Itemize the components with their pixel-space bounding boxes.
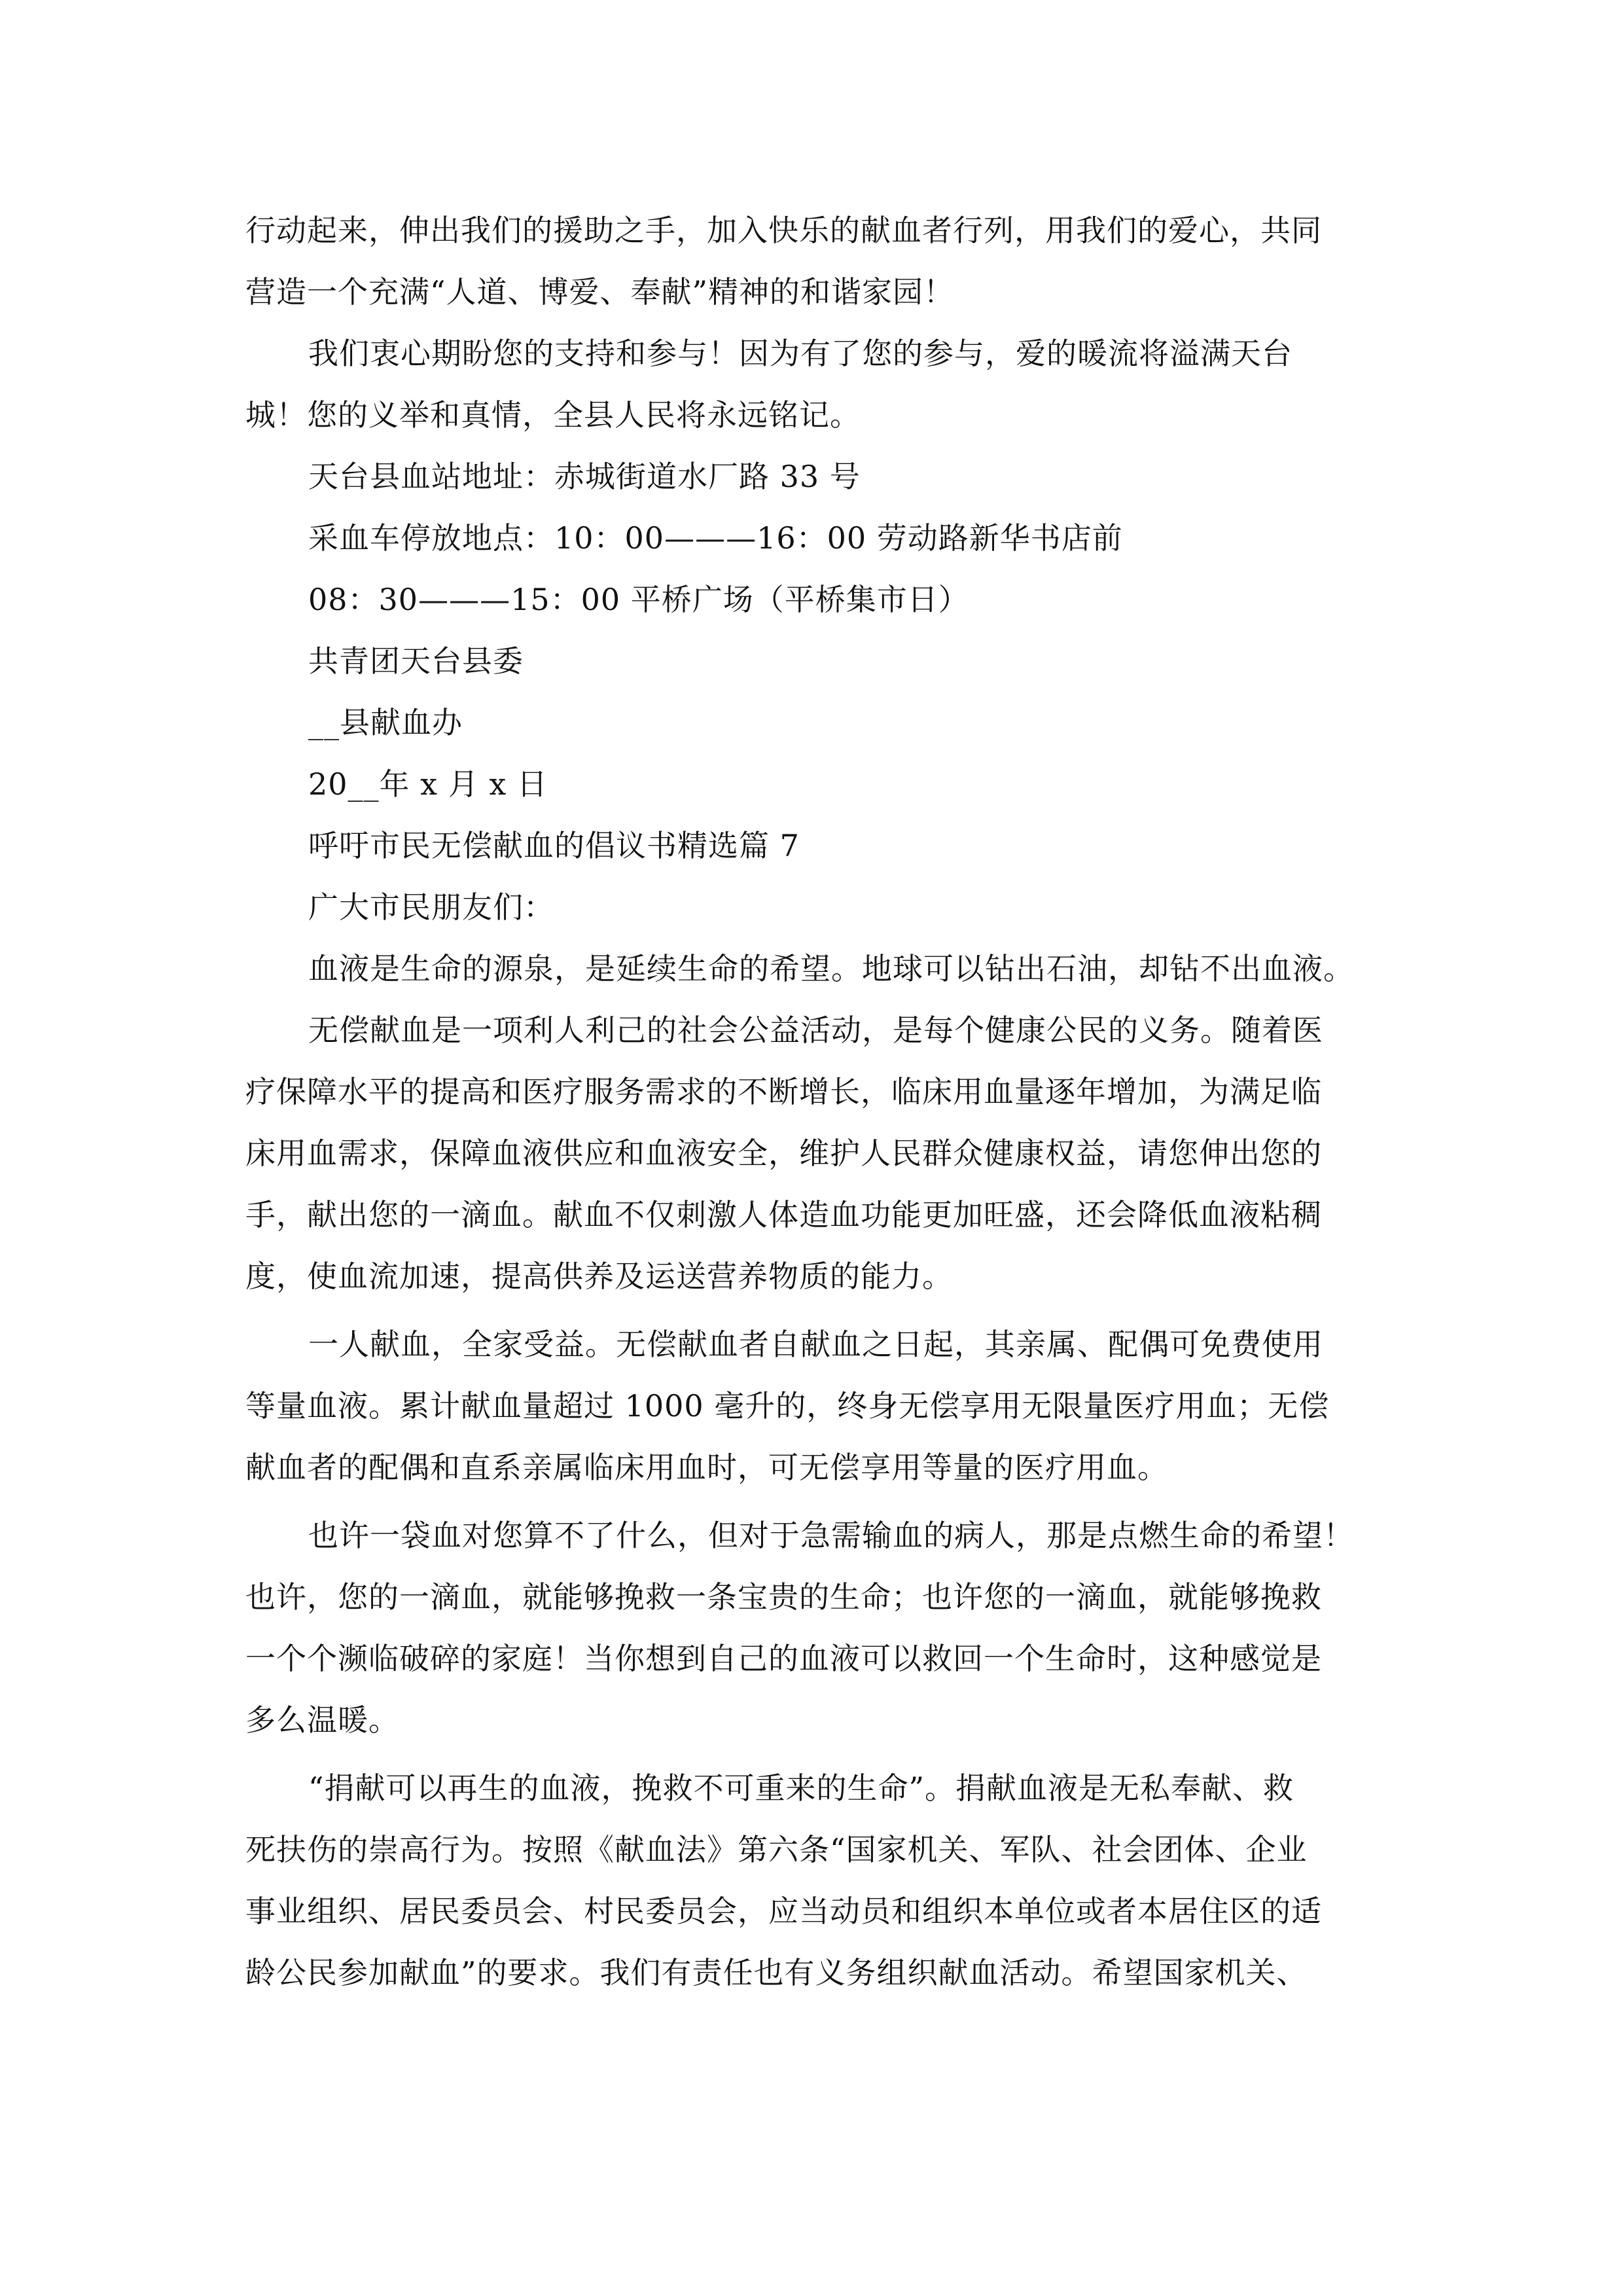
signature-office: __县献血办 (308, 705, 463, 740)
text-line: “捐献可以再生的血液，挽救不可重来的生命”。捐献血液是无私奉献、救 (308, 1770, 1294, 1806)
salutation: 广大市民朋友们： (308, 889, 554, 925)
text-line: 营造一个充满“人道、博爱、奉献”精神的和谐家园！ (245, 274, 955, 310)
text-line: 度，使血流加速，提高供养及运送营养物质的能力。 (245, 1259, 953, 1294)
section-title: 呼吁市民无偿献血的倡议书精选篇 7 (308, 828, 800, 863)
text-line: 城！您的义举和真情，全县人民将永远铭记。 (245, 397, 861, 433)
text-line: 献血者的配偶和直系亲属临床用血时，可无偿享用等量的医疗用血。 (245, 1450, 1168, 1485)
text-line: 床用血需求，保障血液供应和血液安全，维护人民群众健康权益，请您伸出您的 (245, 1136, 1322, 1171)
text-line: 死扶伤的崇高行为。按照《献血法》第六条“国家机关、军队、社会团体、企业 (245, 1832, 1308, 1867)
text-line: 等量血液。累计献血量超过 1000 毫升的，终身无偿享用无限量医疗用血；无偿 (245, 1388, 1330, 1424)
document-body (245, 200, 1397, 2003)
text-line: 一人献血，全家受益。无偿献血者自献血之日起，其亲属、配偶可免费使用 (308, 1327, 1323, 1362)
text-line: 手，献出您的一滴血。献血不仅刺激人体造血功能更加旺盛，还会降低血液粘稠 (245, 1197, 1322, 1232)
text-line: 一个个濒临破碎的家庭！当你想到自己的血液可以救回一个生命时，这种感觉是 (245, 1641, 1322, 1676)
text-line: 也许一袋血对您算不了什么，但对于急需输血的病人，那是点燃生命的希望！ (308, 1518, 1354, 1553)
text-line: 也许，您的一滴血，就能够挽救一条宝贵的生命；也许您的一滴血，就能够挽救 (245, 1579, 1322, 1615)
text-line: 事业组织、居民委员会、村民委员会，应当动员和组织本单位或者本居住区的适 (245, 1893, 1322, 1929)
collection-vehicle-location: 采血车停放地点：10：00———16：00 劳动路新华书店前 (308, 520, 1123, 556)
collection-vehicle-schedule: 08：30———15：00 平桥广场（平桥集市日） (308, 582, 969, 617)
text-line: 疗保障水平的提高和医疗服务需求的不断增长，临床用血量逐年增加，为满足临 (245, 1074, 1322, 1109)
text-line: 龄公民参加献血”的要求。我们有责任也有义务组织献血活动。希望国家机关、 (245, 1955, 1308, 1990)
text-line: 行动起来，伸出我们的援助之手，加入快乐的献血者行列，用我们的爱心，共同 (245, 213, 1322, 248)
text-line: 无偿献血是一项利人利己的社会公益活动，是每个健康公民的义务。随着医 (308, 1013, 1323, 1048)
signature-date: 20__年 x 月 x 日 (308, 766, 548, 802)
text-line: 血液是生命的源泉，是延续生命的希望。地球可以钻出石油，却钻不出血液。 (308, 951, 1354, 986)
signature-organization: 共青团天台县委 (308, 643, 524, 679)
text-line: 多么温暖。 (245, 1702, 399, 1738)
text-line: 我们衷心期盼您的支持和参与！因为有了您的参与，爱的暖流将溢满天台 (308, 336, 1293, 371)
blood-station-address: 天台县血站地址：赤城街道水厂路 33 号 (308, 459, 861, 494)
